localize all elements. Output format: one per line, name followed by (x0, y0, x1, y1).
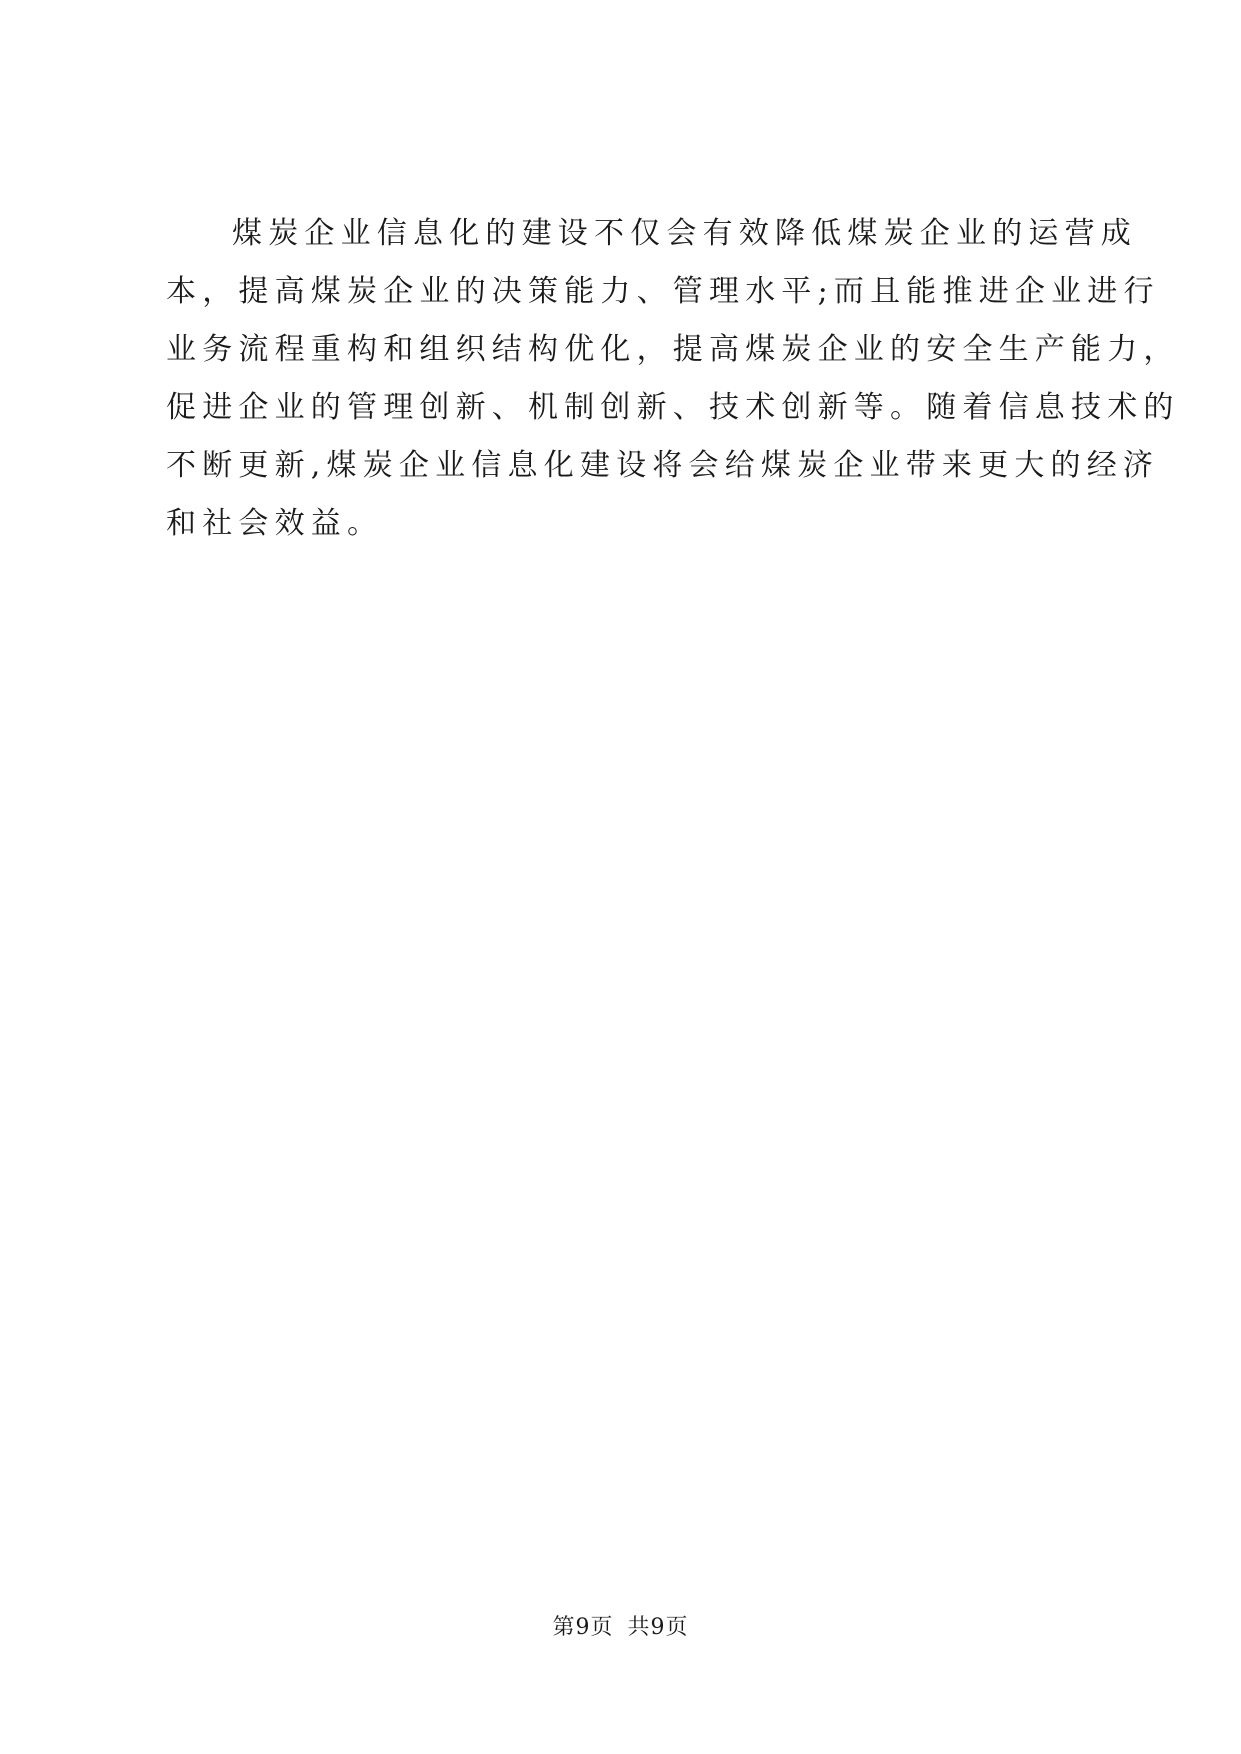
paragraph-line-6: 和社会效益。 (166, 506, 384, 541)
paragraph-line-2: 本，提高煤炭企业的决策能力、管理水平;而且能推进企业进行 (166, 274, 1160, 309)
page-footer (0, 1610, 1241, 1641)
paragraph-line-1: 煤炭企业信息化的建设不仅会有效降低煤炭企业的运营成 (232, 216, 1137, 251)
paragraph-line-3: 业务流程重构和组织结构优化，提高煤炭企业的安全生产能力， (166, 332, 1180, 367)
paragraph-line-4: 促进企业的管理创新、机制创新、技术创新等。随着信息技术的 (166, 390, 1180, 425)
page-number: 第9页 (552, 1615, 614, 1640)
paragraph-line-5: 不断更新,煤炭企业信息化建设将会给煤炭企业带来更大的经济 (166, 448, 1160, 483)
body-paragraph (166, 205, 1180, 553)
page-total: 共9页 (627, 1615, 689, 1640)
